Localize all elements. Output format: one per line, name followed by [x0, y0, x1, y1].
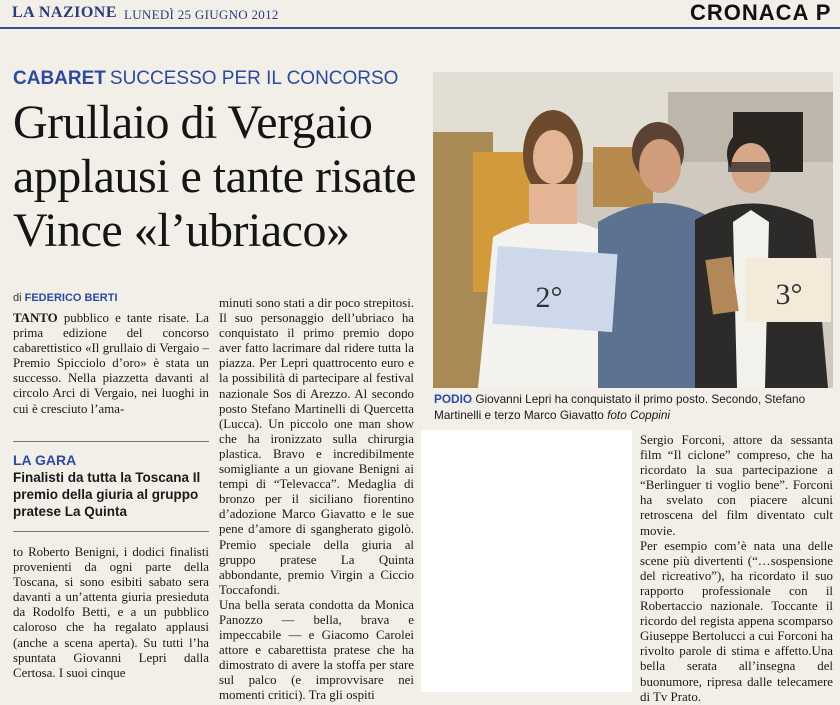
byline-prefix: di	[13, 292, 22, 304]
box-rule-top	[13, 441, 209, 442]
byline	[13, 292, 118, 304]
article-column-4	[640, 433, 833, 705]
kicker-tag: CABARET	[13, 68, 106, 89]
box-rule-bottom	[13, 531, 209, 532]
box-tag: LA GARA	[13, 452, 77, 468]
kicker	[13, 68, 398, 90]
article-column-2	[219, 296, 414, 704]
column-1b-text: to Roberto Benigni, i dodici finalisti provenienti da ogni parte della Toscana, si sono esibiti sabato sera davanti a un’attenta giuria presieduta da Rodolfo Betti, e a un pubblico caloroso che ha regalato applausi (anche a scena aperta). Su tutti l’ha spuntata Giovanni Lepri dalla Certosa. I suoi cinque	[13, 545, 209, 680]
section-name: CRONACA P	[690, 0, 832, 25]
header-rule	[0, 27, 840, 29]
byline-author: FEDERICO BERTI	[24, 292, 118, 304]
caption-tag: PODIO	[434, 392, 473, 406]
lead-word: TANTO	[13, 311, 58, 325]
box-title: Finalisti da tutta la Toscana Il premio della giuria al gruppo pratese La Quinta	[13, 470, 201, 519]
kicker-text: SUCCESSO PER IL CONCORSO	[109, 68, 399, 89]
blank-area	[421, 430, 632, 692]
sign-right: 3°	[775, 278, 803, 311]
masthead: LA NAZIONE	[12, 4, 118, 21]
podium-photo	[433, 72, 833, 388]
sign-left: 2°	[535, 281, 563, 314]
headline	[13, 96, 416, 258]
article-column-1b	[13, 545, 209, 681]
photo-illustration	[433, 72, 833, 388]
column-2-text-b: Una bella serata condotta da Monica Panozzo — bella, brava e impeccabile — e Giacomo Carolei attore e cabarettista pratese che ha dimostrato di avere la stoffa per stare sul palco (e improvvisare nei momenti critici). Tra gli ospiti	[219, 597, 414, 703]
column-1-text: pubblico e tante risate. La prima edizione del concorso cabarettistico «Il grullaio di Vergaio – Premio Spicciolo d’oro» è stata un successo. Nella piazzetta davanti al circolo Arci di Vergaio, nei luoghi in cui è cresciuto l’ama-	[13, 311, 209, 416]
caption-text: Giovanni Lepri ha conquistato il primo posto. Secondo, Stefano Martinelli e terzo Marco Giavatto	[434, 392, 806, 422]
headline-line-3: Vince «l’ubriaco»	[13, 204, 350, 257]
headline-line-2: applausi e tante risate	[13, 150, 416, 203]
caption-credit: foto Coppini	[607, 407, 671, 422]
issue-date: LUNEDÌ 25 GIUGNO 2012	[124, 7, 279, 22]
column-2-text: minuti sono stati a dir poco strepitosi. Il suo personaggio dell’ubriaco ha conquistato il primo premio dopo aver fatto lacrimare dal ridere tutta la piazza. Per Lepri quattrocento euro e la possibilità di partecipare al festival nazionale Sos di Arezzo. Al secondo posto Stefano Martinelli di Quercetta (Lucca). Un piccolo one man show che ha ironizzato sulla chirurgia plastica. Bravo e incredibilmente somigliante a un giovane Benigni ai tempi di “Televacca”. Medaglia di bronzo per il siciliano fiorentino d’adozione Marco Giavatto e le sue pene d’amore di sgangherato gigolò. Premio speciale della giuria al gruppo pratese La Quinta abbondante, premio Virgin a Ciccio Toccafondi.	[219, 296, 414, 597]
column-4-text-b: Per esempio com’è nata una delle scene più divertenti (“…sospensione del ricreativo”), ha ricordato il suo rapporto professionale con il Robertaccio nazionale. Toccante il ricordo del regista appena scomparso Giuseppe Bertolucci a cui Forconi ha rivolto parole di stima e affetto.Una bella serata all’insegna del buonumore, ripresa dalle telecamere di Tv Prato.	[640, 538, 833, 704]
column-4-text: Sergio Forconi, attore da sessanta film “Il ciclone” compreso, che ha ricordato la sua partecipazione a “Berlinguer ti voglio bene”. Forconi ha svelato con piacere alcuni retroscena del film diventato cult movie.	[640, 433, 833, 538]
photo-caption	[434, 392, 834, 423]
headline-line-1: Grullaio di Vergaio	[13, 96, 373, 149]
article-column-1	[13, 311, 209, 417]
